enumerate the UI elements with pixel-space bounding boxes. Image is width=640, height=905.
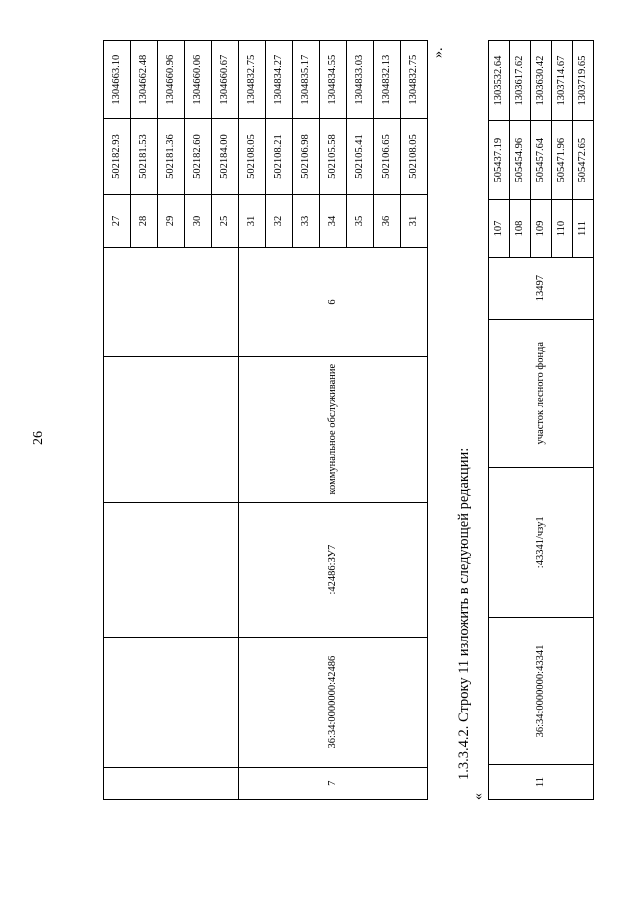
- coordinate-x: 502105.58: [320, 119, 347, 195]
- coordinate-x: 502105.41: [347, 119, 374, 195]
- coordinates-table-continued: [103, 40, 428, 800]
- row-number: 11: [489, 765, 594, 800]
- coordinate-x: 502181.53: [131, 119, 158, 195]
- coordinate-y: 1304660.96: [158, 41, 185, 119]
- empty-cell: [104, 248, 239, 356]
- point-number: 107: [489, 200, 510, 257]
- permitted-use: участок лесного фонда: [489, 319, 594, 467]
- table-row: [489, 41, 510, 800]
- coordinate-x: 502108.05: [239, 119, 266, 195]
- coordinate-y: 1304660.06: [185, 41, 212, 119]
- page-number: 26: [31, 431, 46, 445]
- coordinate-x: 505472.65: [573, 121, 594, 200]
- coordinate-y: 1303630.42: [531, 41, 552, 121]
- opening-quote: «: [471, 793, 486, 800]
- empty-cell: [104, 637, 239, 767]
- coordinate-y: 1304834.55: [320, 41, 347, 119]
- coordinate-y: 1304832.75: [239, 41, 266, 119]
- coordinate-x: 505471.96: [552, 121, 573, 200]
- coordinate-y: 1303617.62: [510, 41, 531, 121]
- table-row: [104, 41, 131, 800]
- coordinate-y: 1304835.17: [293, 41, 320, 119]
- empty-cell: [104, 767, 239, 799]
- point-number: 34: [320, 194, 347, 248]
- coordinate-y: 1304834.27: [266, 41, 293, 119]
- point-number: 36: [374, 194, 401, 248]
- area: 6: [239, 248, 428, 356]
- point-number: 109: [531, 200, 552, 257]
- point-number: 35: [347, 194, 374, 248]
- plot-designation: :43341/чзу1: [489, 467, 594, 617]
- plot-designation: :42486:ЗУ7: [239, 502, 428, 637]
- coordinate-x: 502181.36: [158, 119, 185, 195]
- point-number: 28: [131, 194, 158, 248]
- point-number: 110: [552, 200, 573, 257]
- coordinate-x: 505437.19: [489, 121, 510, 200]
- coordinate-y: 1304660.67: [212, 41, 239, 119]
- row-number: 7: [239, 767, 428, 799]
- point-number: 29: [158, 194, 185, 248]
- point-number: 108: [510, 200, 531, 257]
- row-11-table: [488, 40, 594, 800]
- point-number: 111: [573, 200, 594, 257]
- point-number: 27: [104, 194, 131, 248]
- empty-cell: [104, 356, 239, 502]
- closing-quote: ».: [431, 47, 446, 58]
- coordinate-x: 502184.00: [212, 119, 239, 195]
- coordinate-x: 502108.21: [266, 119, 293, 195]
- coordinate-y: 1303532.64: [489, 41, 510, 121]
- point-number: 31: [239, 194, 266, 248]
- empty-cell: [104, 502, 239, 637]
- coordinate-y: 1304662.48: [131, 41, 158, 119]
- point-number: 32: [266, 194, 293, 248]
- amendment-paragraph: 1.3.3.4.2. Строку 11 изложить в следующей редакции:: [456, 447, 472, 780]
- coordinate-x: 505454.96: [510, 121, 531, 200]
- coordinate-y: 1304663.10: [104, 41, 131, 119]
- rotated-content: [103, 40, 588, 800]
- coordinate-x: 502182.60: [185, 119, 212, 195]
- coordinate-y: 1303714.67: [552, 41, 573, 121]
- coordinate-y: 1304833.03: [347, 41, 374, 119]
- coordinate-x: 502108.05: [401, 119, 428, 195]
- point-number: 30: [185, 194, 212, 248]
- area: 13497: [489, 257, 594, 319]
- cadastral-number: 36:34:0000000:42486: [239, 637, 428, 767]
- point-number: 31: [401, 194, 428, 248]
- coordinate-x: 505457.64: [531, 121, 552, 200]
- coordinate-y: 1304832.13: [374, 41, 401, 119]
- point-number: 25: [212, 194, 239, 248]
- coordinate-x: 502106.98: [293, 119, 320, 195]
- coordinate-x: 502182.93: [104, 119, 131, 195]
- cadastral-number: 36:34:0000000:43341: [489, 617, 594, 764]
- coordinate-x: 502106.65: [374, 119, 401, 195]
- permitted-use: коммунальное обслуживание: [239, 356, 428, 502]
- point-number: 33: [293, 194, 320, 248]
- coordinate-y: 1303719.65: [573, 41, 594, 121]
- coordinate-y: 1304832.75: [401, 41, 428, 119]
- table-row: [239, 41, 266, 800]
